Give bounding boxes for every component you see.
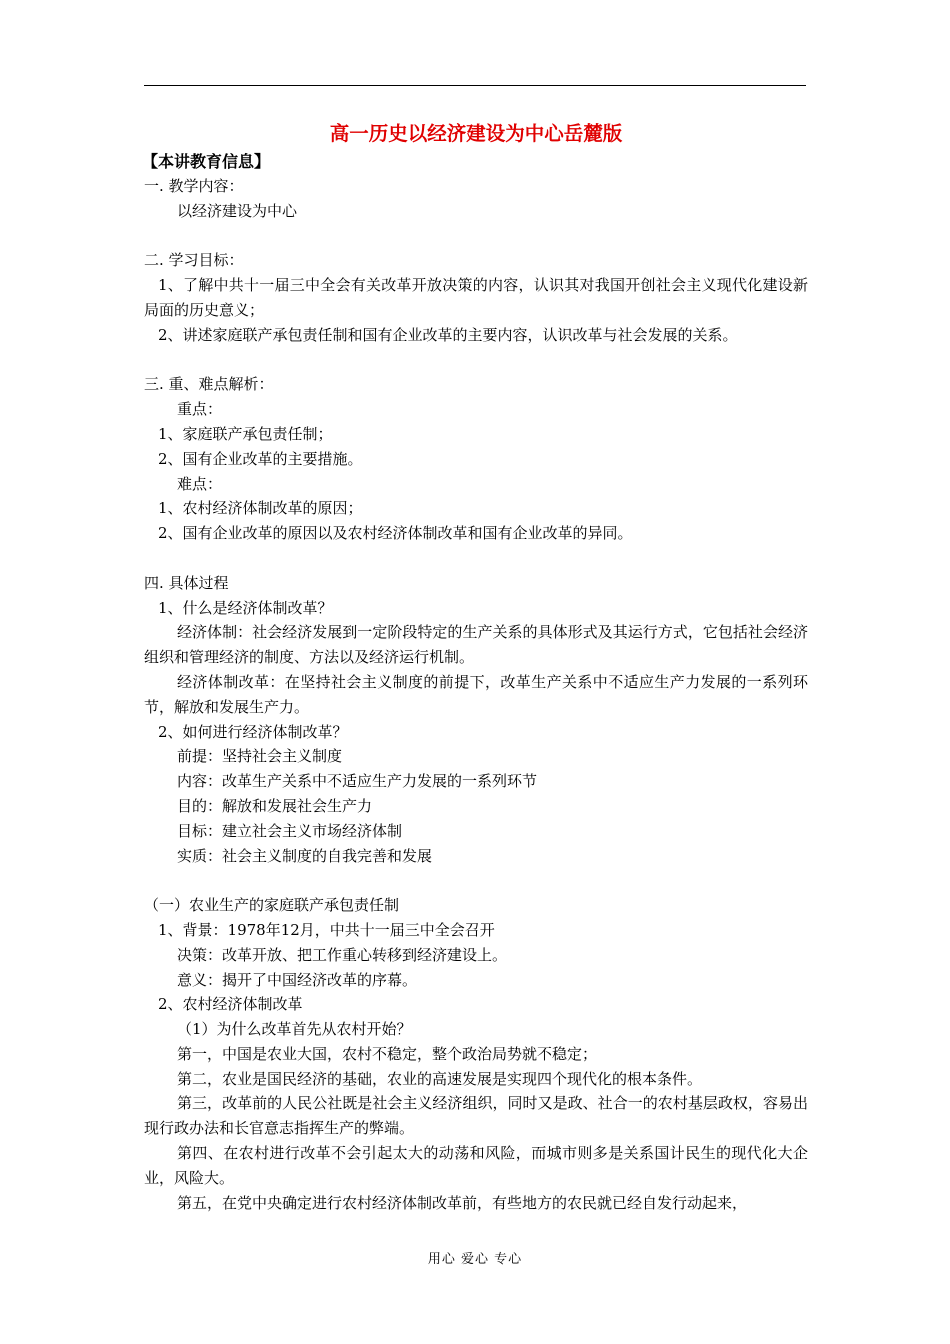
spacer: [144, 224, 808, 249]
page-footer: 用心 爱心 专心: [427, 1252, 523, 1267]
question-1: 1、什么是经济体制改革？: [158, 598, 333, 617]
how-item-purpose: 目的：解放和发展社会生产力: [177, 796, 373, 815]
reason-2: 第二，农业是国民经济的基础，农业的高速发展是实现四个现代化的根本条件。: [177, 1069, 703, 1088]
key-points-label: 重点：: [177, 400, 223, 419]
hard-point-1: 1、农村经济体制改革的原因；: [158, 499, 363, 518]
header-rule: [144, 85, 806, 86]
reason-5: 第五，在党中央确定进行农村经济体制改革前，有些地方的农民就已经自发行动起来，: [177, 1193, 748, 1212]
section-3-label: 三. 重、难点解析：: [144, 375, 274, 394]
definition-economic-system: 经济体制：社会经济发展到一定阶段特定的生产关系的具体形式及其运行方式，它包括社会经济组织和管理经济的制度、方法以及经济运行机制。: [144, 623, 808, 667]
document-title: 高一历史以经济建设为中心岳麓版: [329, 122, 623, 145]
section-1-label: 一. 教学内容：: [144, 177, 244, 195]
spacer: [144, 868, 808, 893]
goal-item-1: 1、了解中共十一届三中全会有关改革开放决策的内容，认识其对我国开创社会主义现代化建设新局面的历史意义；: [144, 276, 808, 319]
why-rural-question: （1）为什么改革首先从农村开始？: [177, 1020, 412, 1039]
section-heading: 【本讲教育信息】: [142, 152, 271, 171]
definition-system-reform: 经济体制改革：在坚持社会主义制度的前提下，改革生产关系中不适应生产力发展的一系列环节，解放和发展生产力。: [144, 672, 808, 716]
hard-points-label: 难点：: [177, 474, 223, 493]
how-item-content: 内容：改革生产关系中不适应生产力发展的一系列环节: [177, 772, 538, 791]
how-item-essence: 实质：社会主义制度的自我完善和发展: [177, 846, 433, 865]
section-2-label: 二. 学习目标：: [144, 251, 244, 270]
background-item: 1、背景：1978年12月，中共十一届三中全会召开: [158, 920, 495, 939]
rural-reform-item: 2、农村经济体制改革: [158, 995, 303, 1014]
section-4-label: 四. 具体过程: [144, 573, 229, 592]
hard-point-2: 2、国有企业改革的原因以及农村经济体制改革和国有企业改革的异同。: [158, 524, 633, 543]
goal-item-2: 2、讲述家庭联产承包责任制和国有企业改革的主要内容，认识改革与社会发展的关系。: [158, 325, 738, 344]
meaning-item: 意义：揭开了中国经济改革的序幕。: [177, 970, 418, 989]
reason-3: 第三，改革前的人民公社既是社会主义经济组织，同时又是政、社合一的农村基层政权，容易出现行政办法和长官意志指挥生产的弊端。: [144, 1094, 808, 1138]
question-2: 2、如何进行经济体制改革？: [158, 722, 348, 741]
key-point-1: 1、家庭联产承包责任制；: [158, 424, 333, 443]
section-1-content: 以经济建设为中心: [177, 201, 298, 220]
decision-item: 决策：改革开放、把工作重心转移到经济建设上。: [177, 945, 508, 964]
how-item-goal: 目标：建立社会主义市场经济体制: [177, 821, 403, 840]
spacer: [144, 546, 808, 571]
key-point-2: 2、国有企业改革的主要措施。: [158, 449, 363, 468]
reason-1: 第一，中国是农业大国，农村不稳定，整个政治局势就不稳定；: [177, 1044, 598, 1063]
reason-4: 第四、在农村进行改革不会引起太大的动荡和风险，而城市则多是关系国计民生的现代化大企业，风险大。: [144, 1144, 808, 1187]
how-item-premise: 前提：坚持社会主义制度: [177, 747, 343, 766]
spacer: [144, 348, 808, 373]
part-1-label: （一）农业生产的家庭联产承包责任制: [144, 896, 400, 915]
document-body: [144, 120, 808, 1215]
